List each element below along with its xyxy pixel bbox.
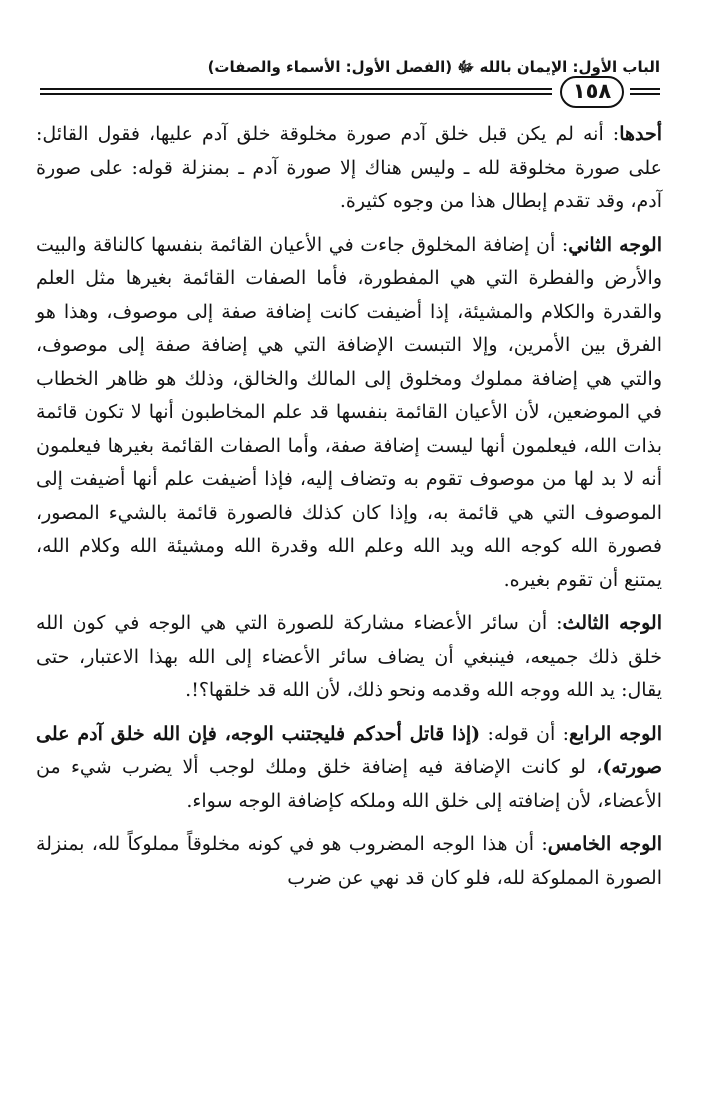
paragraph-text: : أن سائر الأعضاء مشاركة للصورة التي هي الوجه في كون الله خلق ذلك جميعه، فينبغي أن يضاف سائر الأعضاء إلى الله بهذا الاعتبار، حتى يقال: يد الله ووجه الله وقدمه ونحو ذلك، لأن الله قد خلقها؟!. [36, 612, 662, 701]
paragraph-lead: الوجه الخامس [547, 833, 663, 855]
page-number: ١٥٨ [560, 76, 624, 108]
paragraph-fourth-aspect [36, 718, 662, 819]
paragraph-text: : أنه لم يكن قبل خلق آدم صورة مخلوقة خلق آدم عليها، فقول القائل: على صورة مخلوقة لله ـ وليس هناك إلا صورة آدم ـ بمنزلة قوله: على صورة آدم، وقد تقدم إبطال هذا من وجوه كثيرة. [36, 123, 662, 212]
paragraph-text: : أن إضافة المخلوق جاءت في الأعيان القائمة بنفسها كالناقة والبيت والأرض والفطرة التي هي المفطورة، فأما الصفات القائمة بغيرها مثل العلم والقدرة والكلام والمشيئة، إذا أضيفت كانت إضافة صفة إلى موصوف، وهذا هو الفرق بين الأمرين، وإلا التبست الإضافة التي هي إضافة صفة إلى موصوف، والتي هي إضافة مملوك ومخلوق إلى المالك والخالق، وذلك هو ظاهر الخطاب في الموضعين، لأن الأعيان القائمة بنفسها قد علم المخاطبون أنها لا تكون قائمة بذات الله، فيعلمون أنها ليست إضافة صفة، وأما الصفات القائمة بغيرها فيعلمون أنه لا بد لها من موصوف تقوم به وتضاف إليه، فإذا أضيفت علم أنها أضيفت إلى الموصوف التي هي قائمة به، وإذا كان كذلك فالصورة قائمة بالشيء المصور، فصورة الله كوجه الله ويد الله وعلم الله وقدرة الله ومشيئة الله وكلام الله، يمتنع أن تقوم بغيره. [36, 233, 662, 591]
paragraph-lead: الوجه الثاني [568, 233, 662, 256]
running-title: الباب الأول: الإيمان بالله ﷻ (الفصل الأول: الأسماء والصفات) [207, 58, 660, 76]
paragraph-second-aspect [36, 229, 662, 598]
hadith-quote: (إذا قاتل أحدكم فليجتنب الوجه، فإن الله خلق آدم على صورته) [36, 722, 662, 778]
paragraph-lead: أحدها [619, 123, 662, 145]
paragraph-lead: الوجه الرابع [569, 722, 662, 745]
paragraph-third-aspect [36, 607, 662, 708]
paragraph-first [36, 118, 662, 219]
paragraph-lead: الوجه الثالث [562, 612, 662, 634]
header-rule-end [630, 88, 660, 95]
page-content [36, 118, 662, 905]
paragraph-fifth-aspect [36, 828, 662, 895]
paragraph-text: ، لو كانت الإضافة فيه إضافة خلق وملك لوجب ألا يضرب شيء من الأعضاء، لأن إضافته إلى خلق الله وملكه كإضافة الوجه سواء. [36, 756, 662, 812]
paragraph-text-before-quote: : أن قوله: [480, 722, 570, 745]
paragraph-text: : أن هذا الوجه المضروب هو في كونه مخلوقاً مملوكاً لله، بمنزلة الصورة المملوكة لله، فلو كان قد نهي عن ضرب [36, 833, 662, 889]
header-rule [40, 88, 552, 95]
